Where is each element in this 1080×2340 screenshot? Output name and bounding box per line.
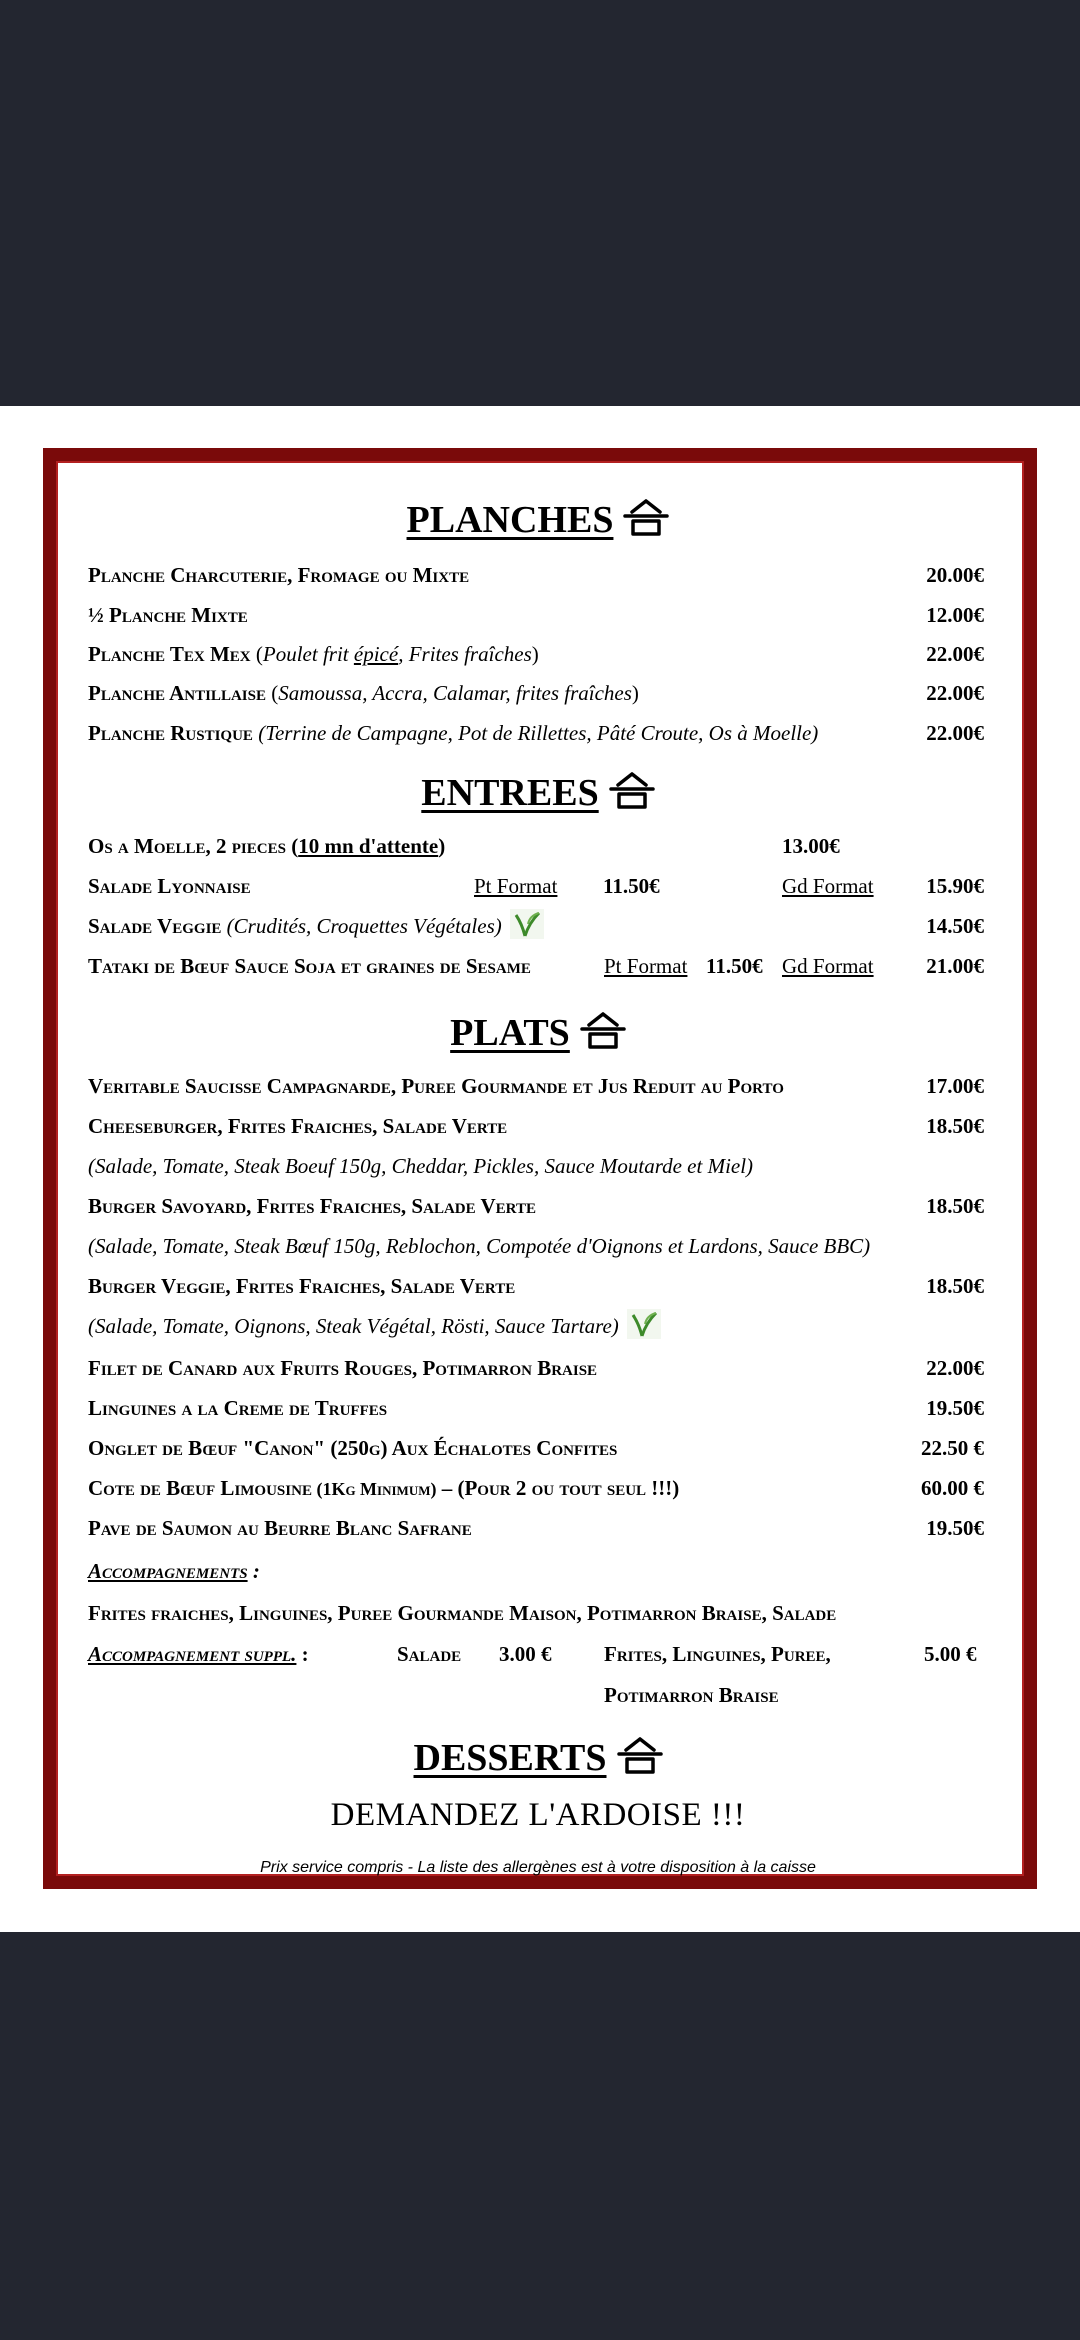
suppl-price-salade: 3.00 €: [499, 1642, 552, 1666]
menu-item: [88, 676, 988, 710]
item-price: 22.00€: [926, 1356, 984, 1380]
section-title-plats: [88, 1011, 988, 1055]
accompagnements-items: Frites fraiches, Linguines, Puree Gourmande Maison, Potimarron Braise, Salade: [88, 1601, 837, 1625]
item-name: Planche Charcuterie, Fromage ou Mixte: [88, 563, 470, 587]
item-name: Burger Veggie, Frites Fraiches, Salade Verte: [88, 1274, 516, 1298]
item-description: (Salade, Tomate, Oignons, Steak Végétal, Rösti, Sauce Tartare): [88, 1314, 619, 1338]
section-title-text: PLATS: [450, 1012, 570, 1054]
small-format-price: 11.50€: [706, 954, 763, 978]
small-format-label: Pt Format: [604, 954, 688, 978]
paren: (: [250, 642, 263, 666]
menu-item: [88, 1471, 988, 1505]
menu-item: [88, 637, 988, 671]
menu-item: [88, 1189, 988, 1223]
item-price: 13.00€: [782, 834, 840, 858]
item-description: (Salade, Tomate, Steak Boeuf 150g, Cheddar, Pickles, Sauce Moutarde et Miel): [88, 1154, 754, 1178]
item-price: 60.00 €: [921, 1476, 984, 1500]
menu-frame: [43, 448, 1037, 1889]
section-title-planches: [88, 498, 988, 542]
section-title-text: ENTREES: [421, 772, 599, 814]
item-name: Pave de Saumon au Beurre Blanc Safrane: [88, 1516, 472, 1540]
item-description: Samoussa, Accra, Calamar, frites fraîches: [278, 681, 632, 705]
suppl-label: Accompagnement suppl.: [88, 1642, 297, 1666]
colon: :: [296, 1642, 309, 1666]
suppl-item-salade: Salade: [397, 1642, 462, 1666]
item-price: 14.50€: [926, 914, 984, 938]
menu-page: [0, 406, 1080, 1932]
chef-hat-icon: [580, 1011, 626, 1049]
section-title-text: DESSERTS: [413, 1737, 607, 1779]
item-price: 18.50€: [926, 1194, 984, 1218]
item-price: 17.00€: [926, 1074, 984, 1098]
item-name: ½ Planche Mixte: [88, 603, 248, 627]
item-description-row: [88, 1229, 988, 1263]
item-price: 18.50€: [926, 1114, 984, 1138]
menu-item: [88, 1431, 988, 1465]
menu-item: [88, 716, 988, 750]
item-description-row: [88, 1149, 988, 1183]
item-price: 12.00€: [926, 603, 984, 627]
paren: (: [265, 681, 279, 705]
item-suffix: – (Pour 2 ou tout seul !!!): [436, 1476, 680, 1500]
item-description: (Salade, Tomate, Steak Bœuf 150g, Reblochon, Compotée d'Oignons et Lardons, Sauce BBC): [88, 1234, 871, 1258]
item-price: 22.00€: [926, 721, 984, 745]
item-name: Onglet de Bœuf "Canon" (250g) Aux Échalotes Confites: [88, 1436, 618, 1460]
colon: :: [247, 1559, 260, 1583]
veggie-leaf-icon: [510, 909, 544, 939]
paren: ): [631, 681, 639, 705]
small-format-price: 11.50€: [603, 874, 660, 898]
menu-item: [88, 1109, 988, 1143]
large-format-label: Gd Format: [782, 954, 874, 978]
section-title-entrees: [88, 771, 988, 815]
item-price: 18.50€: [926, 1274, 984, 1298]
menu-item: [88, 869, 988, 903]
footer-note: Prix service compris - La liste des allergènes est à votre disposition à la caisse: [260, 1859, 816, 1876]
item-name: Linguines a la Creme de Truffes: [88, 1396, 388, 1420]
item-description-row: [88, 1309, 988, 1343]
item-name: Burger Savoyard, Frites Fraiches, Salade Verte: [88, 1194, 536, 1218]
menu-item: [88, 1391, 988, 1425]
item-price: 22.50 €: [921, 1436, 984, 1460]
large-format-price: 21.00€: [926, 954, 984, 978]
item-qualifier: (1Kg Minimum): [311, 1479, 437, 1499]
item-name: Filet de Canard aux Fruits Rouges, Potimarron Braise: [88, 1356, 598, 1380]
chef-hat-icon: [623, 498, 669, 536]
menu-item: [88, 1511, 988, 1545]
item-name: Salade Lyonnaise: [88, 874, 251, 898]
item-note: 10 mn d'attente: [298, 834, 439, 858]
veggie-leaf-icon: [627, 1309, 661, 1339]
suppl-price-frites: 5.00 €: [924, 1642, 977, 1666]
menu-item: [88, 949, 988, 983]
item-description: Poulet frit épicé, Frites fraîches: [262, 642, 532, 666]
item-name: Planche Rustique: [88, 721, 253, 745]
large-format-label: Gd Format: [782, 874, 874, 898]
menu-item: [88, 558, 988, 592]
item-name: Planche Antillaise: [88, 681, 266, 705]
desserts-note: DEMANDEZ L'ARDOISE !!!: [330, 1797, 746, 1833]
accompagnements-label: Accompagnements: [88, 1559, 248, 1583]
accompagnement-suppl-row: [88, 1637, 988, 1671]
item-name: Planche Tex Mex: [88, 642, 251, 666]
menu-item: [88, 1269, 988, 1303]
item-description: (Terrine de Campagne, Pot de Rillettes, Pâté Croute, Os à Moelle): [252, 721, 819, 745]
item-price: 22.00€: [926, 642, 984, 666]
small-format-label: Pt Format: [474, 874, 558, 898]
item-description: (Crudités, Croquettes Végétales): [221, 914, 502, 938]
item-name: Cote de Bœuf Limousine: [88, 1476, 312, 1500]
section-title-desserts: [88, 1736, 988, 1780]
section-title-text: PLANCHES: [406, 499, 614, 541]
item-name: Veritable Saucisse Campagnarde, Puree Gourmande et Jus Reduit au Porto: [88, 1074, 784, 1098]
chef-hat-icon: [617, 1736, 663, 1774]
item-price: 19.50€: [926, 1396, 984, 1420]
menu-item: [88, 598, 988, 632]
menu-item: [88, 1351, 988, 1385]
large-format-price: 15.90€: [926, 874, 984, 898]
menu-item: [88, 909, 988, 943]
accompagnement-suppl-row-2: [88, 1678, 988, 1712]
menu-item: [88, 829, 988, 863]
item-name: Os a Moelle, 2 pieces: [88, 834, 286, 858]
item-price: 19.50€: [926, 1516, 984, 1540]
menu-item: [88, 1069, 988, 1103]
chef-hat-icon: [609, 771, 655, 809]
paren: ): [531, 642, 539, 666]
item-name: Cheeseburger, Frites Fraiches, Salade Verte: [88, 1114, 508, 1138]
item-price: 20.00€: [926, 563, 984, 587]
accompagnements-heading: [88, 1554, 988, 1588]
item-price: 22.00€: [926, 681, 984, 705]
item-name: Tataki de Bœuf Sauce Soja et graines de Sesame: [88, 954, 531, 978]
accompagnements-list: [88, 1596, 988, 1630]
paren: ): [438, 834, 446, 858]
suppl-item-frites-cont: Potimarron Braise: [604, 1683, 779, 1707]
paren: (: [285, 834, 299, 858]
item-name: Salade Veggie: [88, 914, 222, 938]
suppl-item-frites: Frites, Linguines, Puree,: [604, 1642, 831, 1666]
